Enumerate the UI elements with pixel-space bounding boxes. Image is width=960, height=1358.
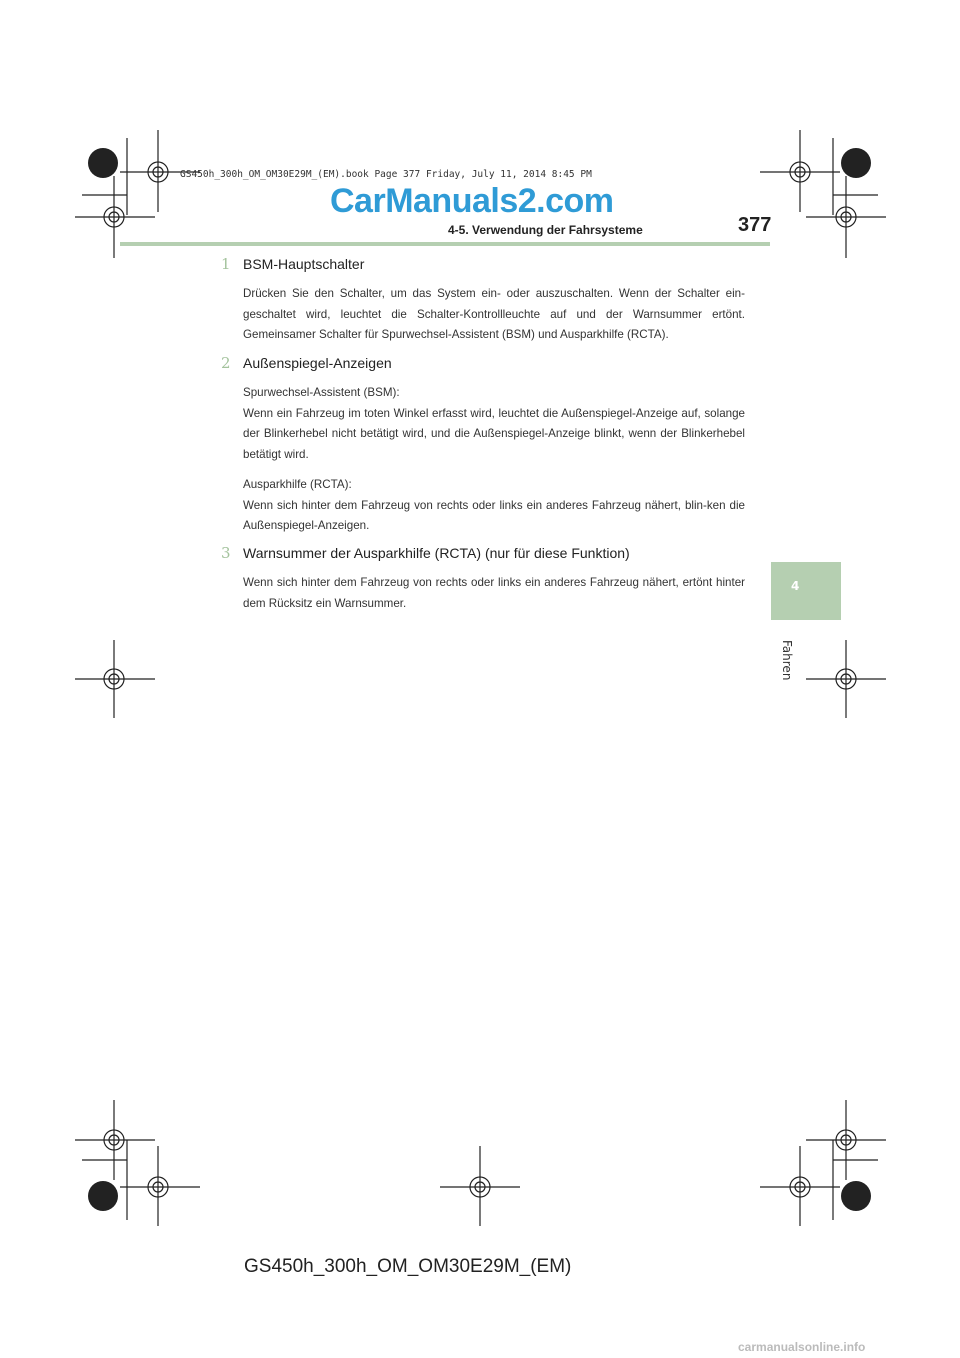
watermark-logo: CarManuals2.com: [330, 182, 614, 220]
header-rule: [120, 242, 770, 246]
item-number: 1: [221, 255, 231, 273]
watermark-footer: carmanualsonline.info: [738, 1340, 866, 1354]
paragraph: Ausparkhilfe (RCTA):: [243, 478, 352, 491]
item-body: [243, 284, 745, 346]
paragraph: Wenn sich hinter dem Fahrzeug von rechts oder links ein anderes Fahrzeug nähert, ertönt hinter dem Rücksitz ein Warnsummer.: [243, 576, 745, 610]
item-number: 2: [221, 354, 231, 372]
item-number: 3: [221, 544, 231, 562]
book-info-line: GS450h_300h_OM_OM30E29M_(EM).book Page 377 Friday, July 11, 2014 8:45 PM: [180, 169, 592, 180]
paragraph: Drücken Sie den Schalter, um das System ein- oder auszuschalten. Wenn der Schalter ein-geschaltet wird, leuchtet die Schalter-Kontrollleuchte auf und der Warnsummer ertönt. Gemeinsamer Schalter für Spurwechsel-Assistent (BSM) und Ausparkhilfe (RCTA).: [243, 287, 745, 341]
chapter-tab: [771, 562, 841, 620]
item-title: Außenspiegel-Anzeigen: [243, 355, 392, 371]
paragraph: Spurwechsel-Assistent (BSM):: [243, 386, 400, 399]
chapter-tab-number: 4: [791, 579, 800, 593]
item-title: BSM-Hauptschalter: [243, 256, 365, 272]
chapter-tab-label: Fahren: [780, 640, 794, 681]
section-title: 4-5. Verwendung der Fahrsysteme: [448, 223, 643, 237]
item-body: [243, 383, 745, 537]
page-number: 377: [738, 214, 772, 236]
paragraph: Wenn ein Fahrzeug im toten Winkel erfasst wird, leuchtet die Außenspiegel-Anzeige auf, solange der Blinkerhebel nicht betätigt wird, und die Außenspiegel-Anzeige blinkt, wenn der Blinkerhebel betätigt wird.: [243, 406, 745, 461]
document-code: GS450h_300h_OM_OM30E29M_(EM): [244, 1256, 572, 1277]
item-body: [243, 573, 745, 614]
item-title: Warnsummer der Ausparkhilfe (RCTA) (nur für diese Funktion): [243, 545, 630, 561]
paragraph: Wenn sich hinter dem Fahrzeug von rechts oder links ein anderes Fahrzeug nähert, blin-ken die Außenspiegel-Anzeigen.: [243, 498, 745, 532]
